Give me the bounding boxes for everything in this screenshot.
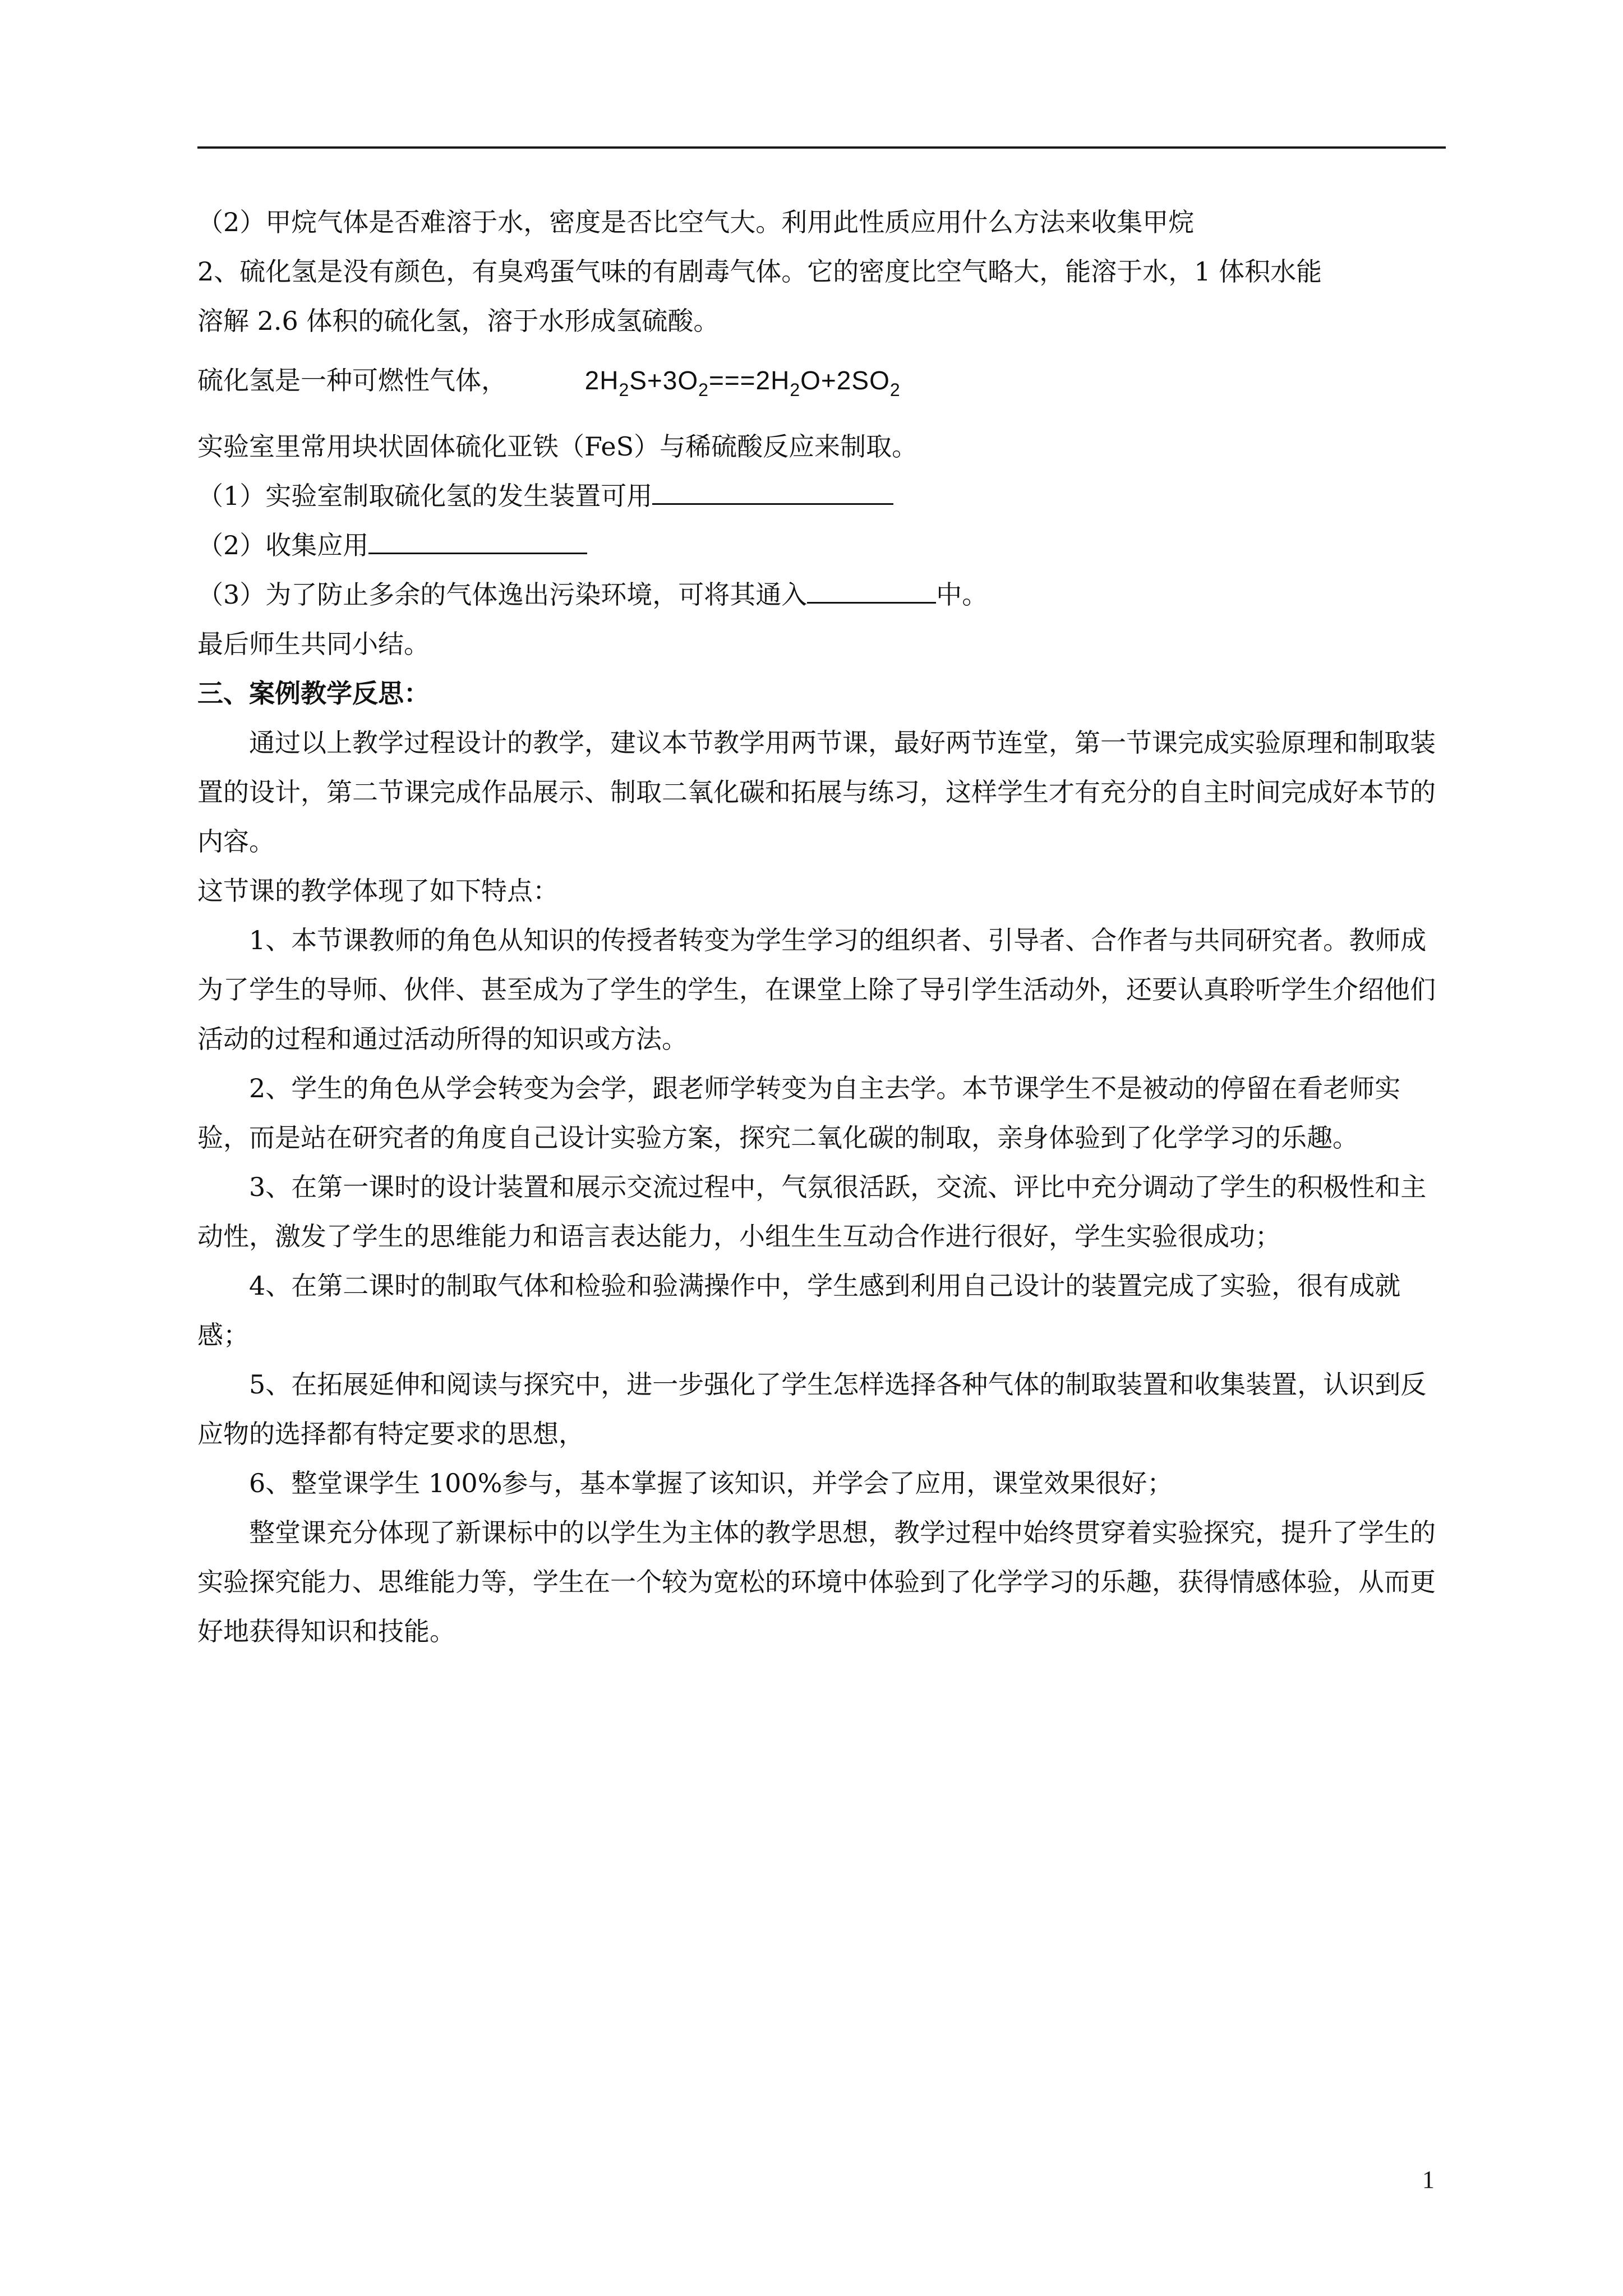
paragraph-features-intro: 这节课的教学体现了如下特点： [197, 876, 559, 906]
header-rule [197, 146, 1446, 149]
question-2-line [197, 521, 1446, 570]
question-1-text: （1）实验室制取硫化氢的发生装置可用 [197, 481, 653, 511]
question-3-line [197, 570, 1446, 619]
eq-part-1: 2H [584, 366, 619, 395]
eq-sub-1: 2 [619, 380, 630, 400]
question-3-text: （3）为了防止多余的气体逸出污染环境，可将其通入 [197, 579, 808, 610]
paragraph-feature-2: 2、学生的角色从学会转变为会学，跟老师学转变为自主去学。本节课学生不是被动的停留在看老师实验，而是站在研究者的角度自己设计实验方案，探究二氧化碳的制取，亲身体验到了化学学习的乐趣。 [197, 1073, 1401, 1153]
summary-line: 最后师生共同小结。 [197, 629, 430, 659]
eq-part-4: O+2SO [800, 366, 890, 395]
h2s-solubility-line: 溶解 2.6 体积的硫化氢，溶于水形成氢硫酸。 [197, 306, 720, 336]
question-methane-line: （2）甲烷气体是否难溶于水，密度是否比空气大。利用此性质应用什么方法来收集甲烷 [197, 207, 1195, 237]
h2s-intro-line: 2、硫化氢是没有颜色，有臭鸡蛋气味的有剧毒气体。它的密度比空气略大，能溶于水，1 体积水能 [197, 256, 1322, 287]
eq-part-2: S+3O [629, 366, 699, 395]
chemical-equation [584, 366, 901, 400]
lab-prep-line: 实验室里常用块状固体硫化亚铁（FeS）与稀硫酸反应来制取。 [197, 431, 918, 462]
paragraph-feature-5: 5、在拓展延伸和阅读与探究中，进一步强化了学生怎样选择各种气体的制取装置和收集装置，认识到反应物的选择都有特定要求的思想， [197, 1369, 1427, 1449]
question-3-suffix: 中。 [936, 579, 988, 610]
question-2-text: （2）收集应用 [197, 530, 369, 560]
paragraph-feature-1: 1、本节课教师的角色从知识的传授者转变为学生学习的组织者、引导者、合作者与共同研究者。教师成为了学生的导师、伙伴、甚至成为了学生的学生，在课堂上除了导引学生活动外，还要认真聆听学生介绍他们活动的过程和通过活动所得的知识或方法。 [197, 925, 1436, 1054]
h2s-combustion-row [197, 352, 1446, 408]
eq-sub-2: 2 [698, 380, 709, 400]
paragraph-feature-6: 6、整堂课学生 100%参与，基本掌握了该知识，并学会了应用，课堂效果很好； [249, 1468, 1173, 1498]
document-body [197, 197, 1446, 1656]
question-1-line [197, 471, 1446, 521]
page-number: 1 [1422, 2166, 1435, 2193]
eq-part-3: ===2H [708, 366, 790, 395]
h2s-flammable-text: 硫化氢是一种可燃性气体， [197, 365, 507, 395]
section-heading: 三、案例教学反思： [197, 678, 430, 708]
answer-blank-1[interactable] [652, 472, 893, 505]
answer-blank-2[interactable] [368, 521, 587, 554]
eq-sub-3: 2 [790, 380, 801, 400]
paragraph-feature-4: 4、在第二课时的制取气体和检验和验满操作中，学生感到利用自己设计的装置完成了实验，很有成就感； [197, 1271, 1401, 1350]
paragraph-conclusion: 整堂课充分体现了新课标中的以学生为主体的教学思想，教学过程中始终贯穿着实验探究，提升了学生的实验探究能力、思维能力等，学生在一个较为宽松的环境中体验到了化学学习的乐趣，获得情感体验，从而更好地获得知识和技能。 [197, 1517, 1436, 1646]
paragraph-lesson-plan: 通过以上教学过程设计的教学，建议本节教学用两节课，最好两节连堂，第一节课完成实验原理和制取装置的设计，第二节课完成作品展示、制取二氧化碳和拓展与练习，这样学生才有充分的自主时间完成好本节的内容。 [197, 728, 1436, 857]
paragraph-feature-3: 3、在第一课时的设计装置和展示交流过程中，气氛很活跃，交流、评比中充分调动了学生的积极性和主动性，激发了学生的思维能力和语言表达能力，小组生生互动合作进行很好，学生实验很成功； [197, 1172, 1427, 1251]
answer-blank-3[interactable] [807, 570, 936, 604]
eq-sub-4: 2 [889, 380, 901, 400]
